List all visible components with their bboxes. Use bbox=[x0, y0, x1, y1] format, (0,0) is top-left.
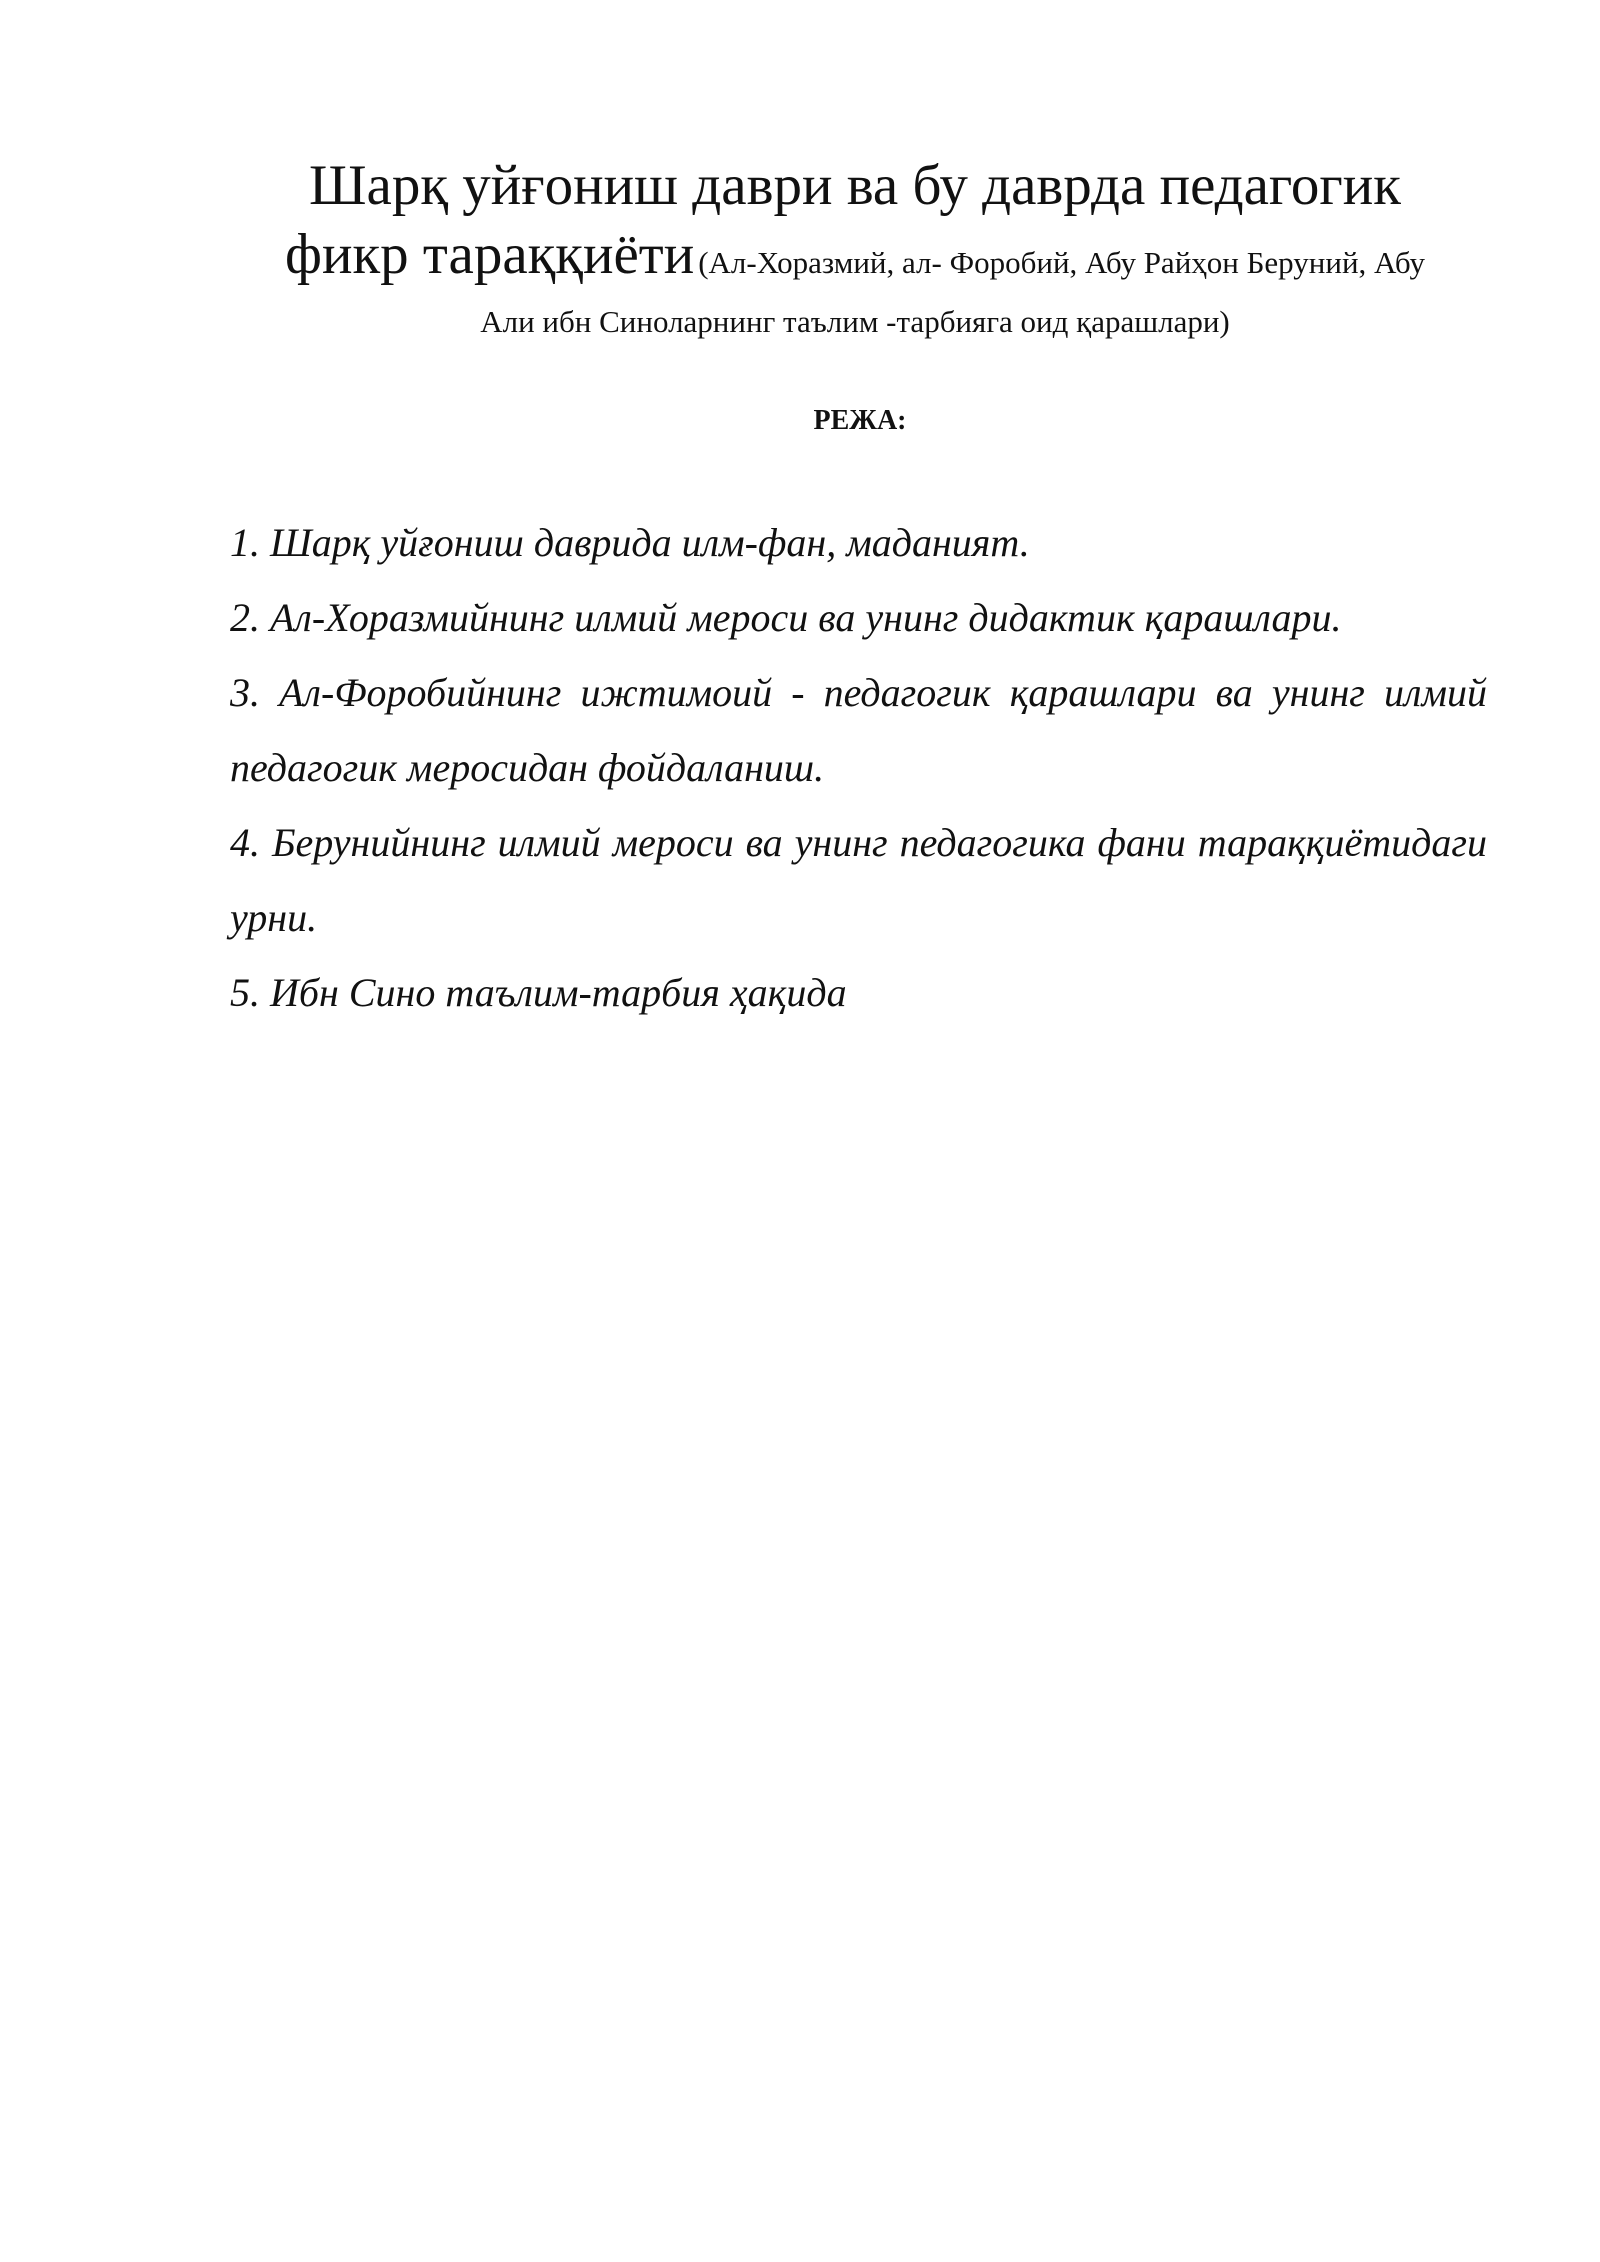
title-line-2 bbox=[230, 222, 1480, 302]
plan-item-5: 5. Ибн Сино таълим-тарбия ҳақида bbox=[230, 970, 847, 1015]
title-line-1: Шарқ уйғониш даври ва бу даврда педагогик bbox=[309, 154, 1401, 217]
document-title bbox=[230, 150, 1480, 342]
title-subtitle-part-2: Али ибн Синоларнинг таълим -тарбияга оид қарашлари) bbox=[480, 304, 1230, 339]
plan-item-1: 1. Шарқ уйғониш даврида илм-фан, маданият. bbox=[230, 520, 1030, 565]
title-subtitle-part-1: (Ал-Хоразмий, ал- Форобий, Абу Райҳон Беруний, Абу bbox=[698, 245, 1425, 280]
plan-list bbox=[230, 505, 1487, 1030]
plan-heading: РЕЖА: bbox=[813, 405, 907, 436]
plan-item-3: 3. Ал-Форобийнинг ижтимоий - педагогик қарашлари ва унинг илмий педагогик меросидан фойдаланиш. bbox=[230, 670, 1487, 790]
plan-item-4: 4. Берунийнинг илмий мероси ва унинг педагогика фани тараққиётидаги урни. bbox=[230, 820, 1487, 940]
plan-item-2: 2. Ал-Хоразмийнинг илмий мероси ва унинг дидактик қарашлари. bbox=[230, 595, 1342, 640]
title-main-continuation: фикр тараққиёти bbox=[285, 223, 695, 286]
